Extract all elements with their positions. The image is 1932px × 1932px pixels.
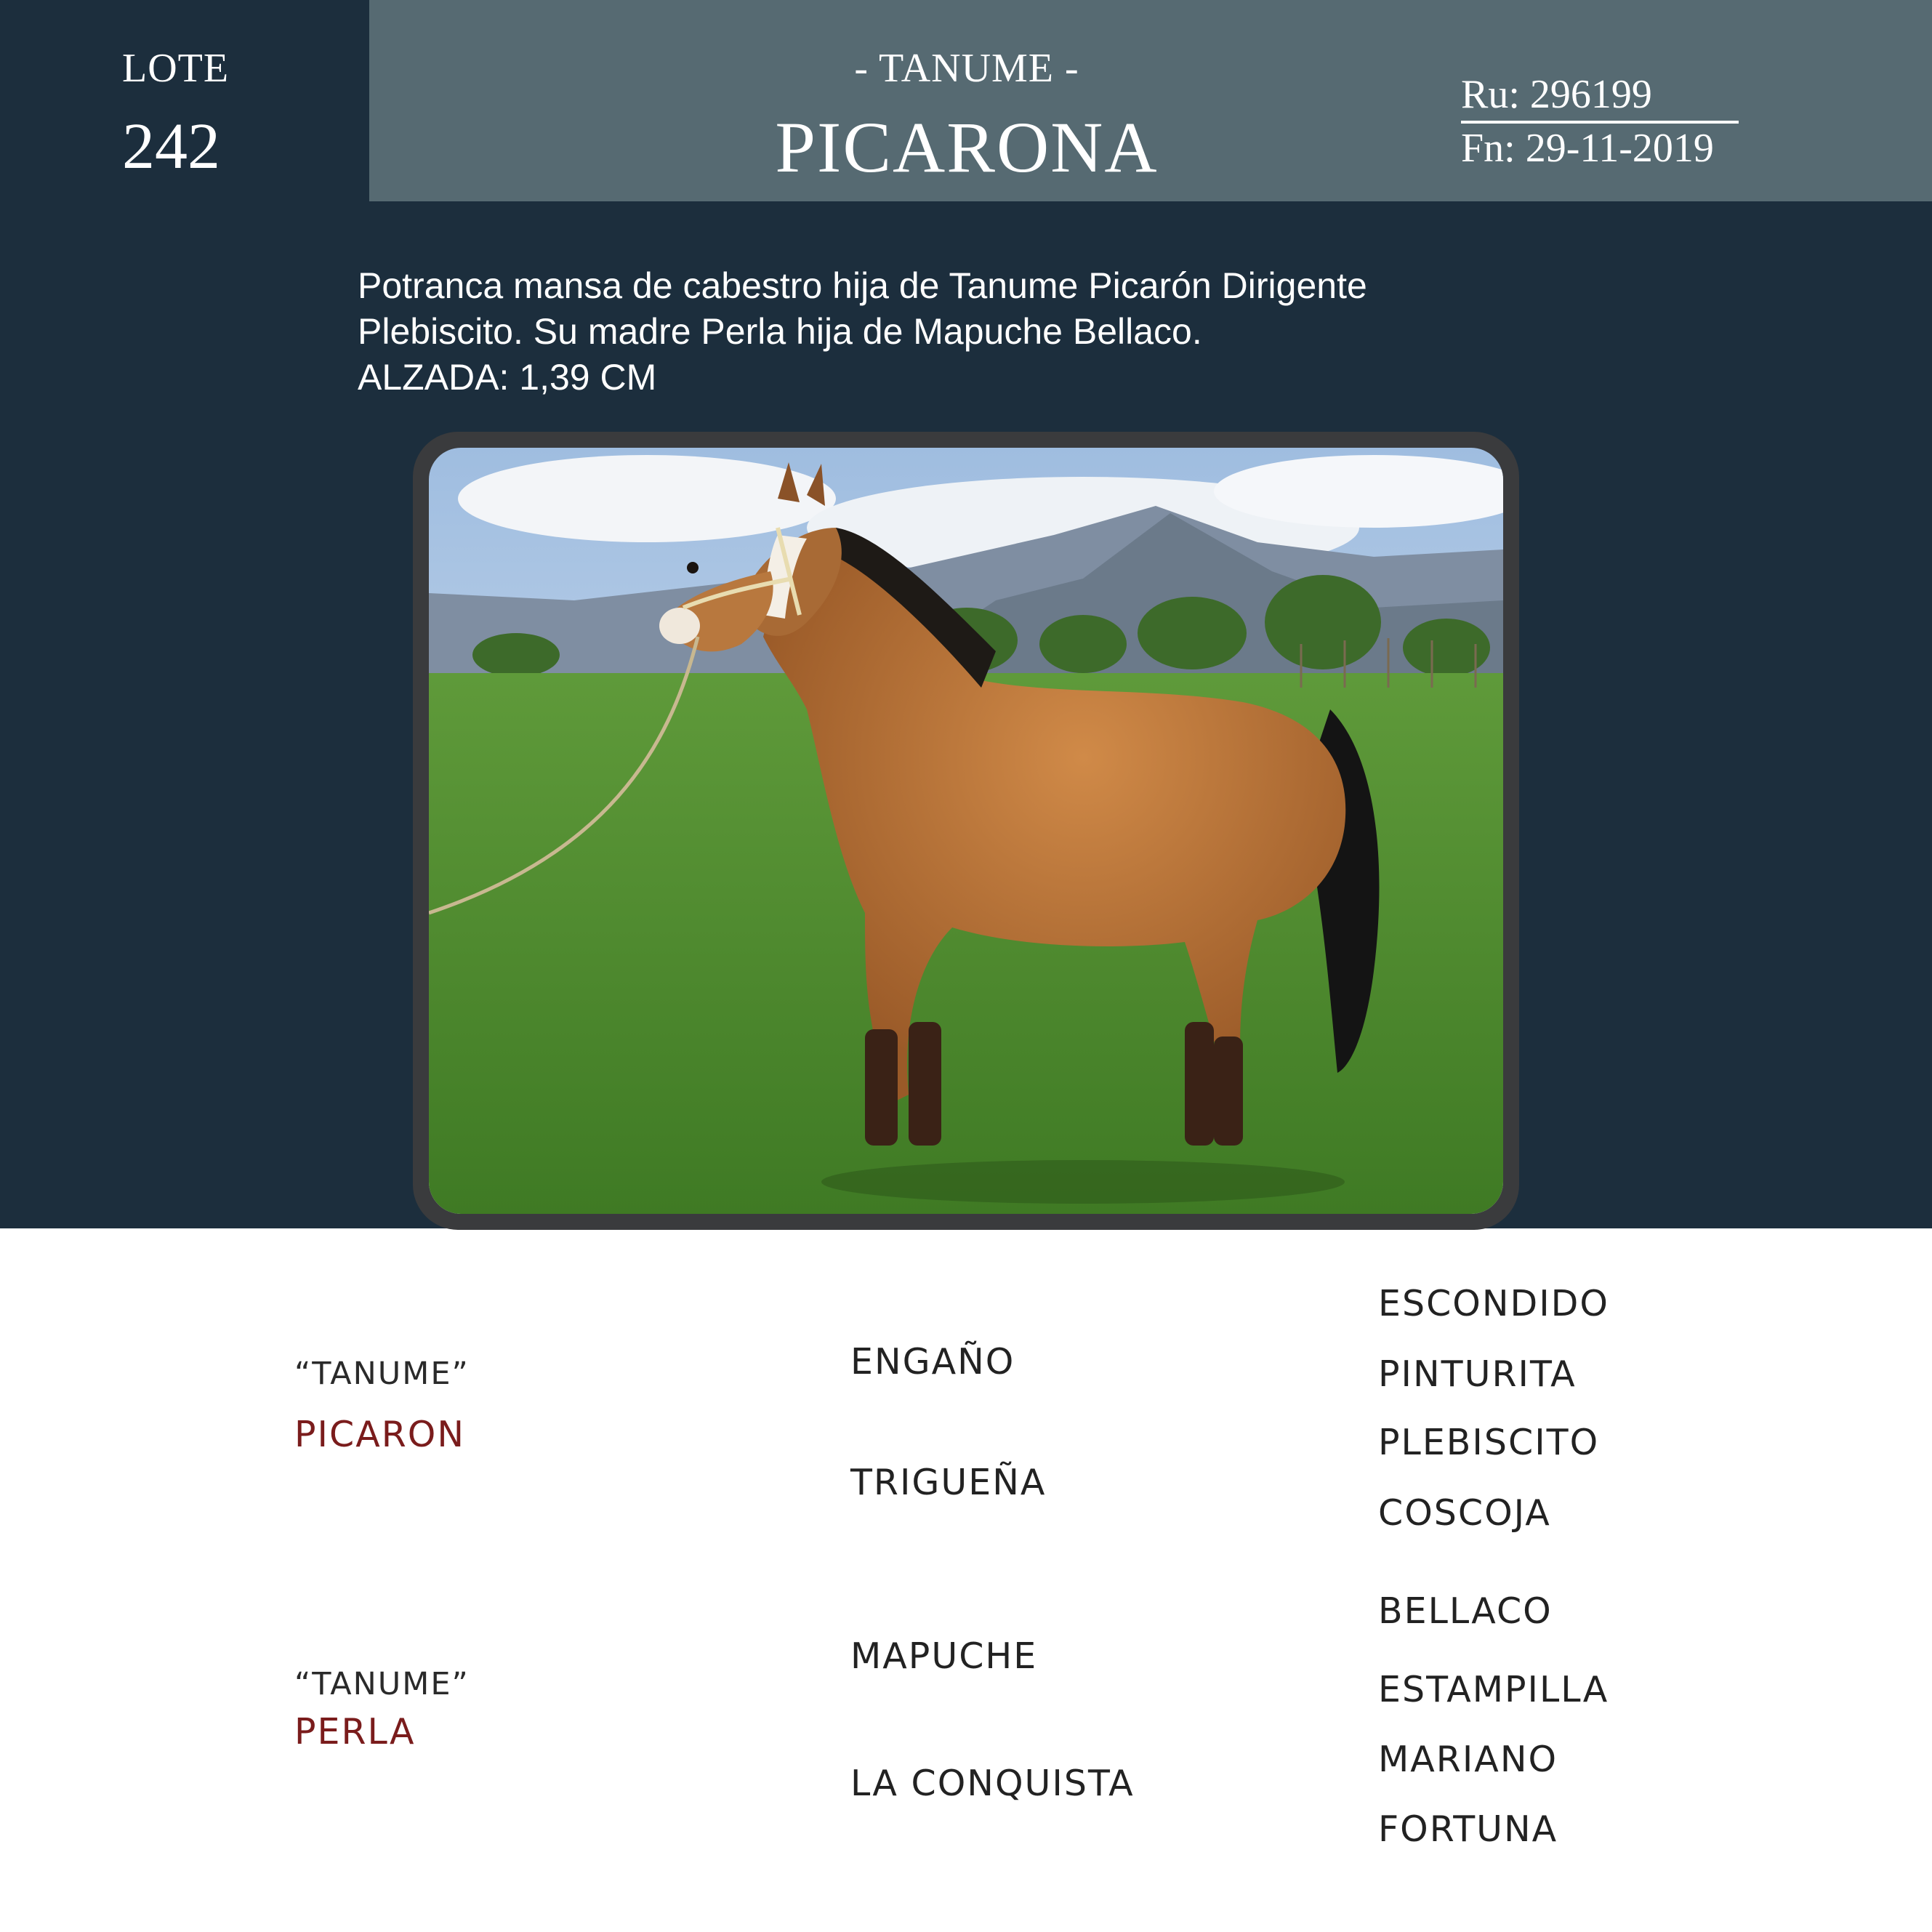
photo-frame	[413, 432, 1519, 1230]
registry-number: Ru: 296199	[1461, 71, 1739, 124]
breeder-prefix: - TANUME -	[854, 46, 1079, 91]
great-grandsire: ESCONDIDO	[1378, 1283, 1609, 1324]
great-granddam: PINTURITA	[1378, 1353, 1577, 1395]
great-granddam: ESTAMPILLA	[1378, 1669, 1609, 1710]
sire-prefix: “TANUME”	[294, 1356, 470, 1392]
horse-photo	[429, 448, 1503, 1214]
description	[358, 263, 1630, 401]
dam-name: PERLA	[294, 1711, 416, 1752]
dam-dam: LA CONQUISTA	[850, 1763, 1135, 1804]
dam-sire: MAPUCHE	[850, 1635, 1038, 1677]
great-granddam: FORTUNA	[1378, 1808, 1558, 1850]
dam-prefix: “TANUME”	[294, 1666, 470, 1702]
horse-name: PICARONA	[775, 107, 1159, 188]
lote-label: LOTE	[122, 46, 230, 91]
sire-sire: ENGAÑO	[850, 1341, 1015, 1382]
birth-date: Fn: 29-11-2019	[1461, 126, 1714, 171]
great-grandsire: BELLACO	[1378, 1590, 1553, 1632]
great-grandsire: PLEBISCITO	[1378, 1422, 1600, 1463]
sire-dam: TRIGUEÑA	[850, 1462, 1047, 1503]
lote-number: 242	[122, 110, 220, 182]
description-line: Potranca mansa de cabestro hija de Tanume Picarón Dirigente	[358, 265, 1367, 306]
sire-name: PICARON	[294, 1414, 466, 1455]
description-line: Plebiscito. Su madre Perla hija de Mapuche Bellaco.	[358, 311, 1202, 352]
great-grandsire: MARIANO	[1378, 1739, 1558, 1780]
height-line: ALZADA: 1,39 CM	[358, 357, 657, 398]
great-granddam: COSCOJA	[1378, 1492, 1551, 1534]
